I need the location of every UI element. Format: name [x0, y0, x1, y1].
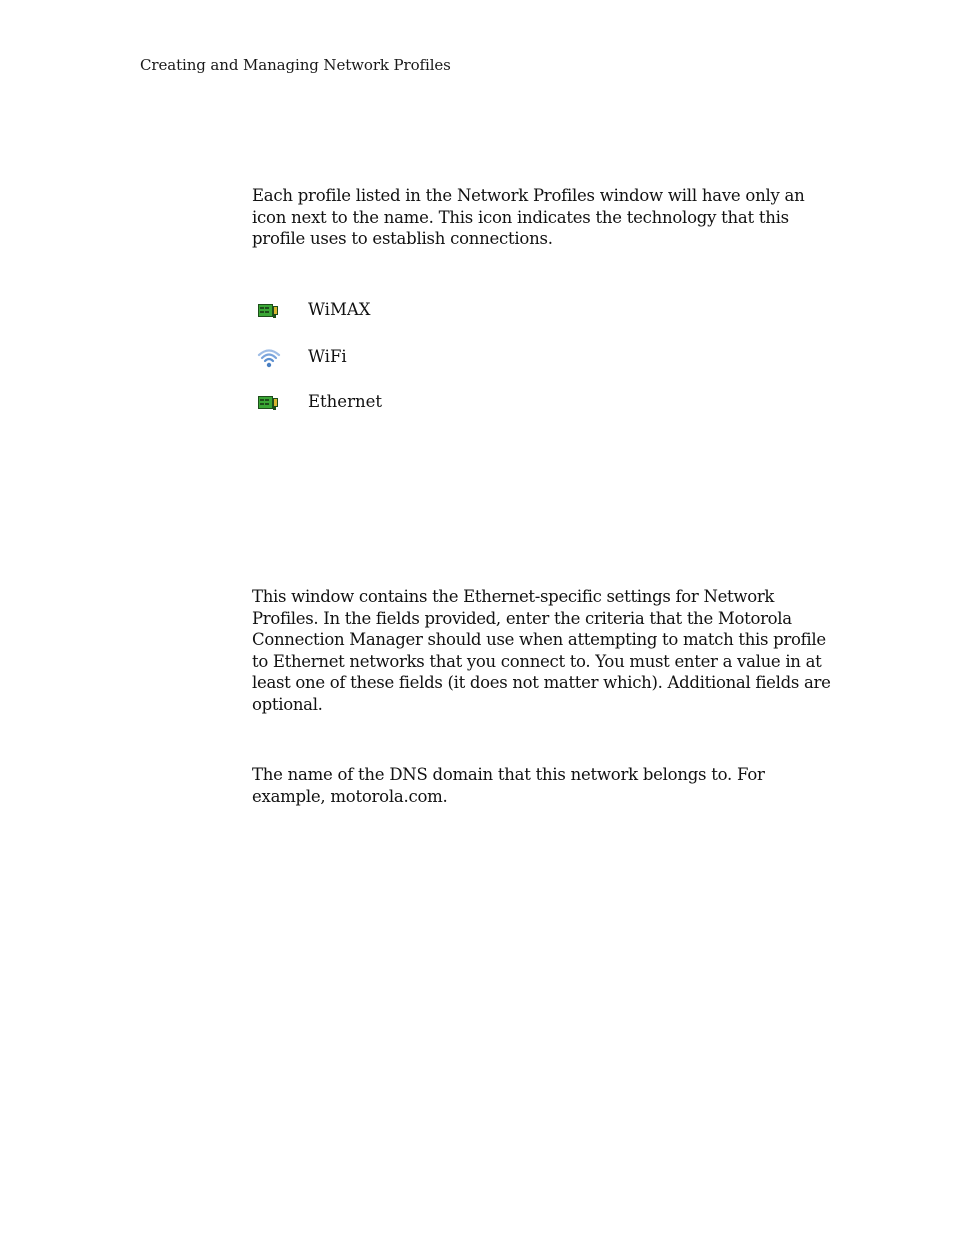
- wifi-signal-icon: [257, 346, 281, 368]
- dns-domain-description: The name of the DNS domain that this network belongs to. For example, motorola.com.: [252, 765, 765, 806]
- intro-paragraph: Each profile listed in the Network Profiles window will have only an icon next to the name. This icon indicates the technology that this profile uses to establish connections.: [252, 186, 805, 249]
- running-header: Creating and Managing Network Profiles: [140, 56, 451, 74]
- technology-label: Ethernet: [308, 392, 382, 411]
- technology-label: WiFi: [308, 347, 347, 366]
- ethernet-card-icon: [257, 391, 281, 413]
- ethernet-settings-paragraph: This window contains the Ethernet-specific settings for Network Profiles. In the fields provided, enter the criteria that the Motorola Connection Manager should use when attempting to match this profile to Ethernet networks that you connect to. You must enter a value in at least one of these fields (it does not matter which). Additional fields are optional.: [252, 587, 831, 714]
- technology-label: WiMAX: [308, 300, 371, 319]
- wimax-card-icon: [257, 299, 281, 321]
